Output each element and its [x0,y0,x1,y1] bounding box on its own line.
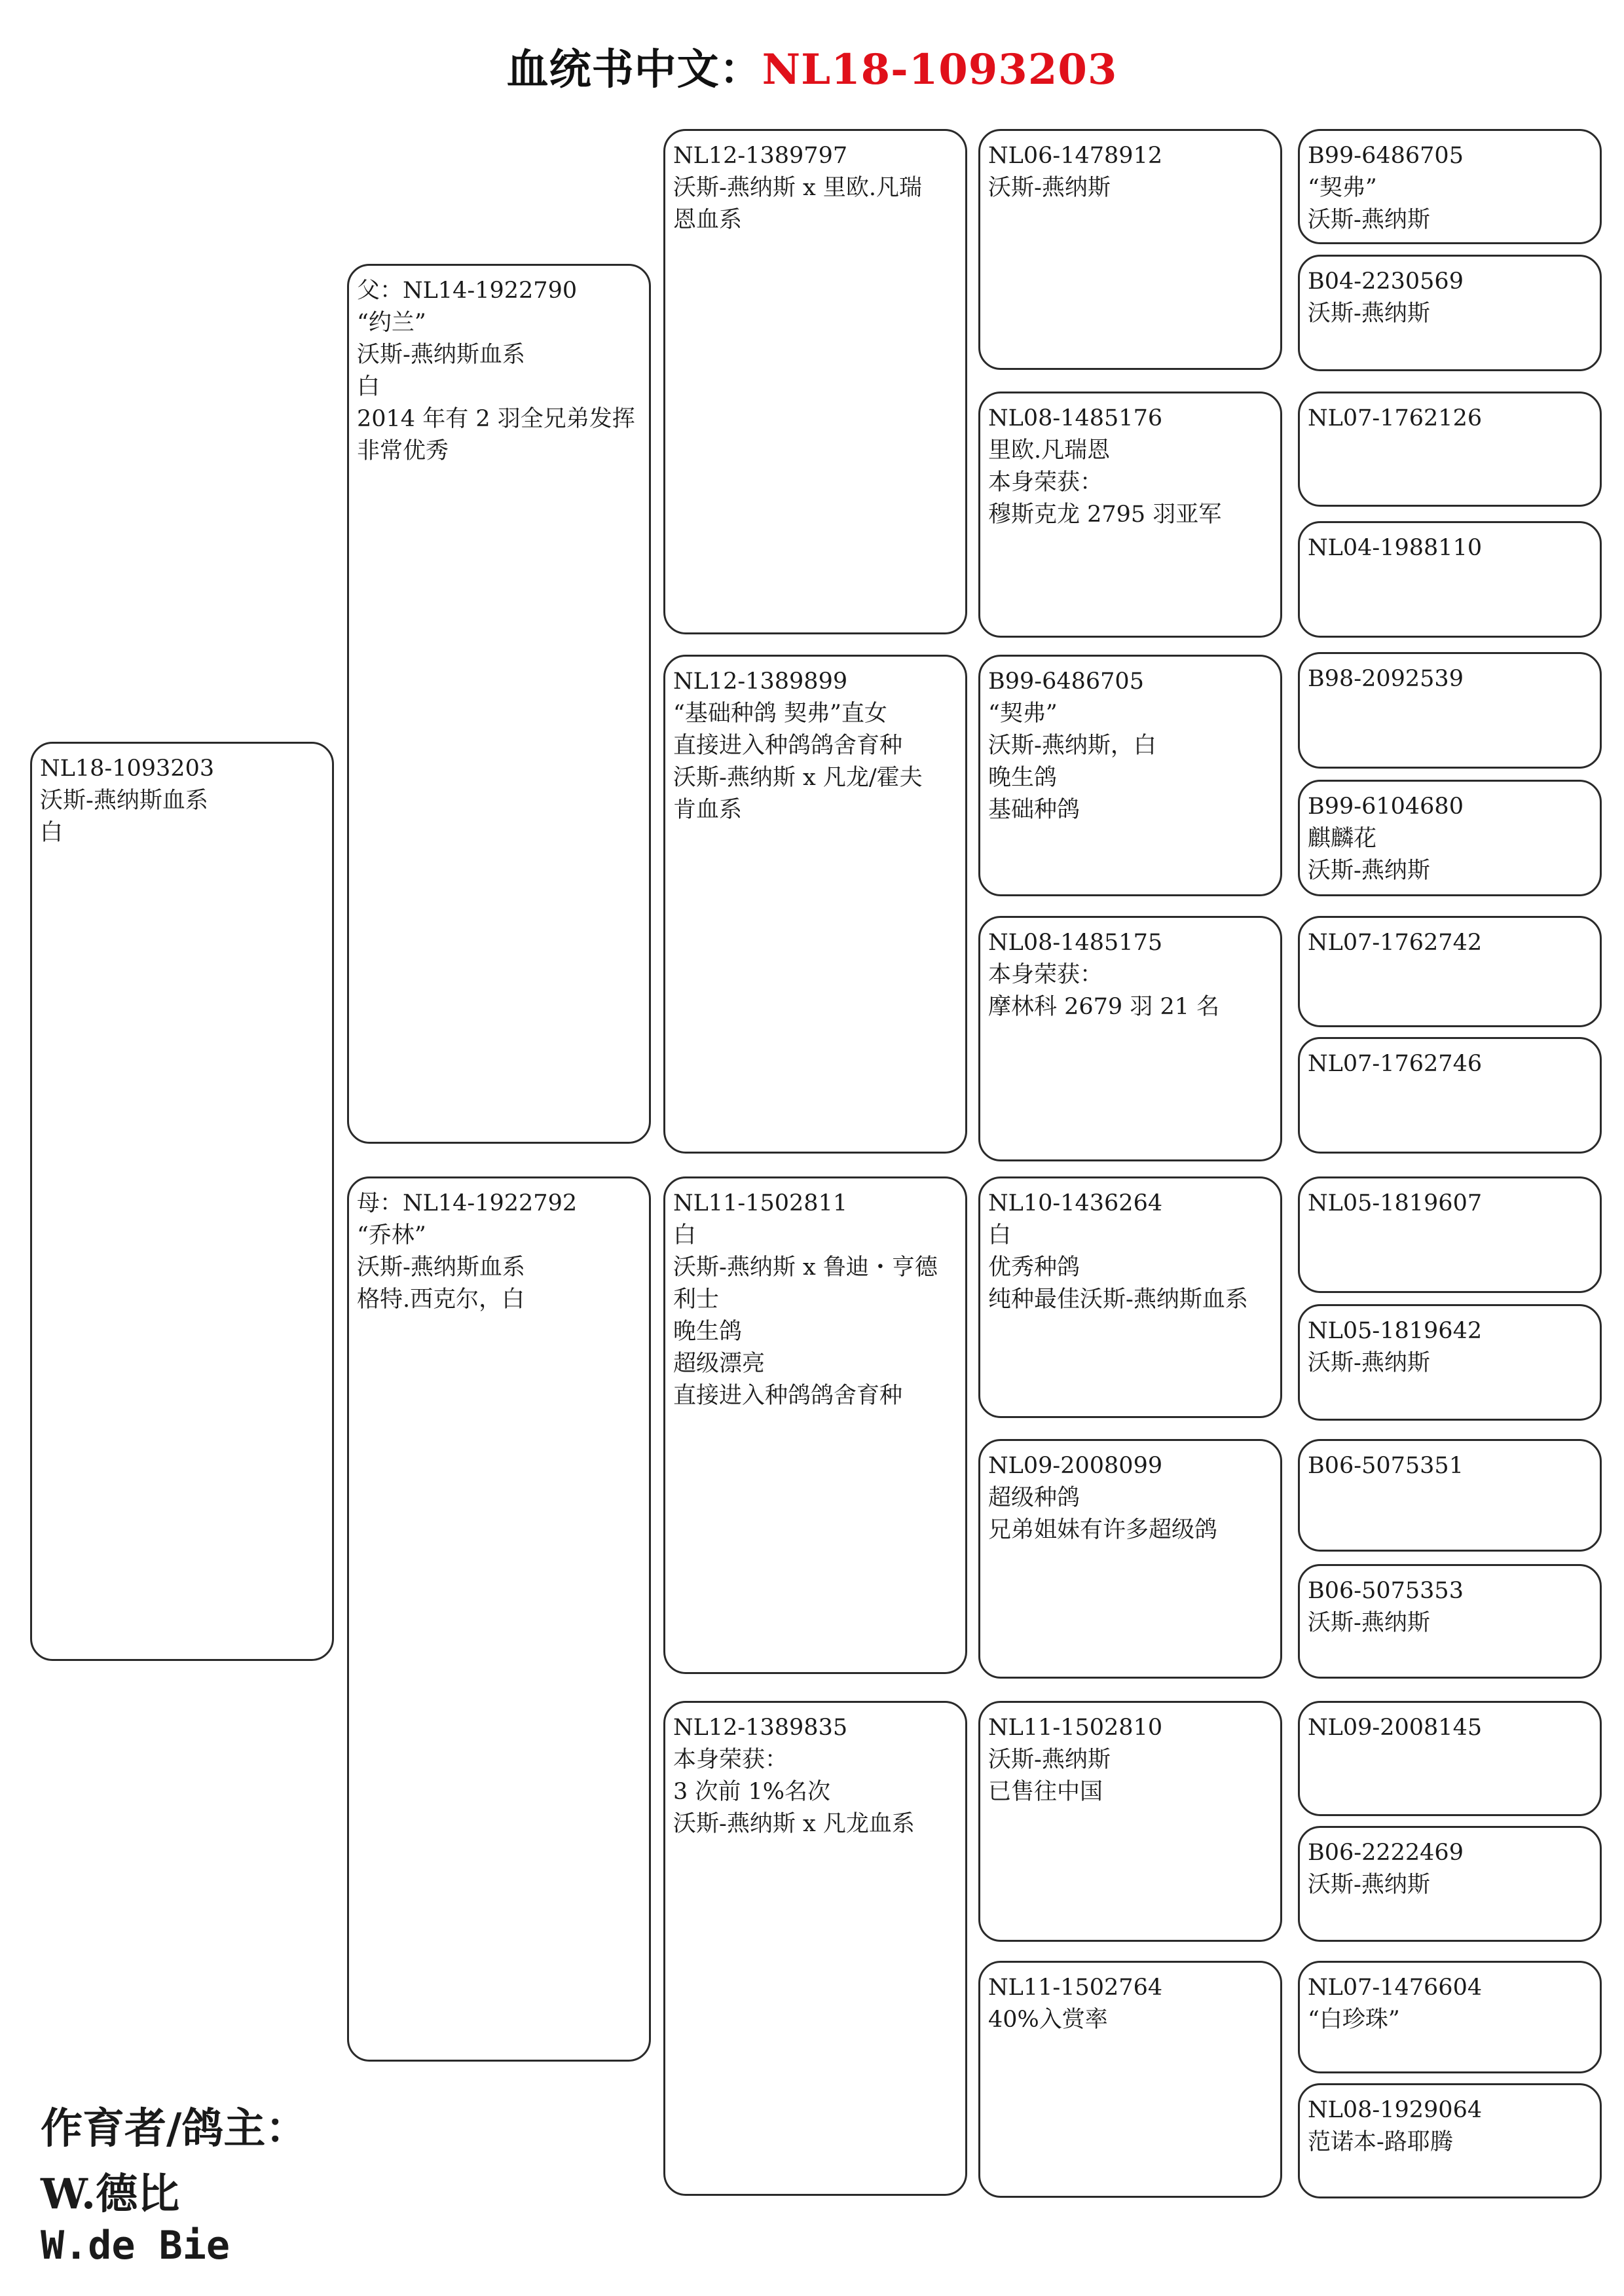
great-grandparent-line: 本身荣获： [988,469,1103,496]
great-grandparent-line: B99-6486705 [988,668,1144,695]
dam-box [347,1176,651,2062]
gg-grandparent-box [1298,1826,1602,1942]
gg-grandparent-line: B06-5075353 [1308,1578,1464,1604]
gg-grandparent-line: 沃斯-燕纳斯 [1308,301,1430,327]
gg-grandparent-box [1298,1439,1602,1552]
gg-grandparent-box [1298,521,1602,638]
gg-grandparent-box [1298,780,1602,896]
gg-grandparent-line: B98-2092539 [1308,666,1464,692]
gg-grandparent-box [1298,2083,1602,2198]
gg-grandparent-line: 沃斯-燕纳斯 [1308,1872,1430,1898]
great-grandparent-line: 穆斯克龙 2795 羽亚军 [988,501,1222,528]
grandparent-line: 肯血系 [673,797,743,823]
great-grandparent-box [978,916,1282,1161]
title-ring-number: NL18-1093203 [762,45,1118,94]
great-grandparent-line: 本身荣获： [988,962,1103,988]
gg-grandparent-box [1298,1037,1602,1154]
grandparent-line: 沃斯-燕纳斯 x 里欧.凡瑞 [673,175,922,201]
great-grandparent-box [978,1961,1282,2198]
great-grandparent-box [978,655,1282,896]
breeder-name-nl: W.de Bie [41,2223,230,2269]
dam-line: 格特.西克尔，白 [357,1286,525,1313]
gg-grandparent-line: 沃斯-燕纳斯 [1308,1610,1430,1636]
page-title [0,36,1624,96]
gg-grandparent-line: NL07-1762746 [1308,1051,1483,1077]
gg-grandparent-line: NL05-1819642 [1308,1318,1483,1344]
gg-grandparent-line: 沃斯-燕纳斯 [1308,1350,1430,1376]
gg-grandparent-box [1298,392,1602,507]
grandparent-line: NL11-1502811 [673,1190,848,1216]
dam-line: 沃斯-燕纳斯血系 [357,1254,525,1281]
dam-line: “乔林” [357,1222,426,1248]
gg-grandparent-box [1298,1961,1602,2073]
grandparent-line: 沃斯-燕纳斯 x 凡龙血系 [673,1811,915,1837]
grandparent-line: 晚生鸽 [673,1319,743,1345]
gg-grandparent-line: B06-2222469 [1308,1840,1464,1866]
gg-grandparent-line: 范诺本-路耶腾 [1308,2129,1453,2155]
gg-grandparent-box [1298,652,1602,769]
great-grandparent-line: 沃斯-燕纳斯，白 [988,733,1156,759]
grandparent-box [663,1701,967,2196]
grandparent-line: 沃斯-燕纳斯 x 鲁迪・亨德 [673,1254,938,1281]
breeder-label: 作育者/鸽主： [41,2104,308,2153]
gg-grandparent-line: B06-5075351 [1308,1453,1464,1479]
gg-grandparent-line: NL07-1762742 [1308,930,1483,956]
great-grandparent-line: 晚生鸽 [988,765,1058,791]
great-grandparent-line: 白 [988,1222,1012,1248]
sire-line: 沃斯-燕纳斯血系 [357,342,525,368]
gg-grandparent-line: NL07-1476604 [1308,1975,1483,2001]
great-grandparent-box [978,1176,1282,1418]
grandparent-line: 利士 [673,1286,720,1313]
great-grandparent-line: 里欧.凡瑞恩 [988,437,1111,464]
great-grandparent-line: NL11-1502810 [988,1715,1163,1741]
sire-line: 白 [357,374,380,400]
grandparent-line: 恩血系 [673,207,743,233]
great-grandparent-box [978,1439,1282,1679]
great-grandparent-line: 摩林科 2679 羽 21 名 [988,994,1220,1020]
grandparent-box [663,129,967,634]
subject-line: NL18-1093203 [40,756,215,782]
great-grandparent-line: 基础种鸽 [988,797,1080,823]
gg-grandparent-box [1298,916,1602,1027]
grandparent-box [663,655,967,1154]
grandparent-line: NL12-1389899 [673,668,848,695]
gg-grandparent-line: B04-2230569 [1308,268,1464,295]
great-grandparent-line: 沃斯-燕纳斯 [988,1747,1111,1773]
great-grandparent-line: NL10-1436264 [988,1190,1163,1216]
great-grandparent-line: 优秀种鸽 [988,1254,1080,1281]
grandparent-line: 沃斯-燕纳斯 x 凡龙/霍夫 [673,765,923,791]
dam-line: 母：NL14-1922792 [357,1190,578,1216]
grandparent-line: 超级漂亮 [673,1351,766,1377]
great-grandparent-box [978,1701,1282,1942]
great-grandparent-line: NL06-1478912 [988,143,1163,169]
great-grandparent-line: NL08-1485175 [988,930,1163,956]
gg-grandparent-box [1298,129,1602,244]
great-grandparent-line: 40%入赏率 [988,2007,1108,2033]
gg-grandparent-line: 沃斯-燕纳斯 [1308,207,1430,233]
gg-grandparent-box [1298,1304,1602,1421]
great-grandparent-line: 沃斯-燕纳斯 [988,175,1111,201]
grandparent-line: 直接进入种鸽鸽舍育种 [673,1383,903,1409]
grandparent-line: 3 次前 1%名次 [673,1779,831,1805]
gg-grandparent-box [1298,1701,1602,1816]
grandparent-line: NL12-1389797 [673,143,848,169]
subject-line: 沃斯-燕纳斯血系 [40,788,208,814]
gg-grandparent-line: 沃斯-燕纳斯 [1308,858,1430,884]
sire-line: 非常优秀 [357,438,449,464]
great-grandparent-line: NL11-1502764 [988,1975,1163,2001]
great-grandparent-box [978,129,1282,370]
gg-grandparent-line: NL08-1929064 [1308,2097,1483,2123]
great-grandparent-line: 兄弟姐妹有许多超级鸽 [988,1517,1218,1543]
grandparent-line: 本身荣获： [673,1747,788,1773]
great-grandparent-line: NL09-2008099 [988,1453,1163,1479]
great-grandparent-line: 超级种鸽 [988,1485,1080,1511]
great-grandparent-line: NL08-1485176 [988,405,1163,431]
sire-line: “约兰” [357,310,426,336]
gg-grandparent-line: NL09-2008145 [1308,1715,1483,1741]
grandparent-line: NL12-1389835 [673,1715,848,1741]
gg-grandparent-box [1298,255,1602,371]
great-grandparent-line: “契弗” [988,701,1058,727]
sire-line: 2014 年有 2 羽全兄弟发挥 [357,406,635,432]
gg-grandparent-line: NL07-1762126 [1308,405,1483,431]
title-prefix: 血统书中文： [506,45,762,94]
grandparent-box [663,1176,967,1674]
subject-box [30,742,334,1661]
gg-grandparent-line: B99-6486705 [1308,143,1464,169]
grandparent-line: 直接进入种鸽鸽舍育种 [673,733,903,759]
grandparent-line: “基础种鸽 契弗”直女 [673,701,887,727]
gg-grandparent-line: NL04-1988110 [1308,535,1483,561]
subject-line: 白 [40,820,64,846]
sire-line: 父：NL14-1922790 [357,278,578,304]
gg-grandparent-line: “契弗” [1308,175,1377,201]
gg-grandparent-line: B99-6104680 [1308,793,1464,820]
great-grandparent-line: 纯种最佳沃斯-燕纳斯血系 [988,1286,1248,1313]
gg-grandparent-line: “白珍珠” [1308,2007,1400,2033]
grandparent-line: 白 [673,1222,697,1248]
gg-grandparent-line: 麒麟花 [1308,826,1377,852]
gg-grandparent-line: NL05-1819607 [1308,1190,1483,1216]
breeder-name-cn: W.德比 [41,2170,180,2219]
gg-grandparent-box [1298,1176,1602,1293]
great-grandparent-line: 已售往中国 [988,1779,1103,1805]
great-grandparent-box [978,392,1282,638]
sire-box [347,264,651,1144]
gg-grandparent-box [1298,1564,1602,1679]
